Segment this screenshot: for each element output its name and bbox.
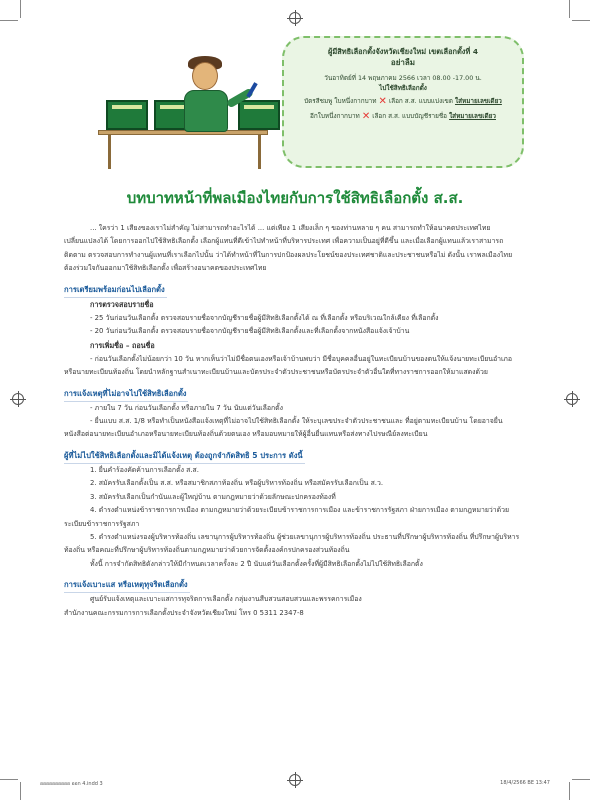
list-item: 1. ยื่นคำร้องคัดค้านการเลือกตั้ง ส.ส.	[90, 465, 199, 474]
voting-illustration	[88, 52, 278, 170]
list-item: 4. ดำรงตำแหน่งข้าราชการการเมือง ตามกฎหมายว่าด้วยระเบียบข้าราชการการเมือง และข้าราชการรัฐสภา ฝ่ายการเมือง ตามกฎหมายว่าด้วยระเบียบข้าราชการรัฐสภา	[64, 506, 510, 528]
article-body	[64, 222, 522, 620]
notice-date: วันอาทิตย์ที่ 14 พฤษภาคม 2566 เวลา 08.00 -17.00 น.	[324, 73, 482, 82]
voting-booth-board	[106, 100, 148, 130]
footer-timestamp: 18/4/2566 BE 13:47	[500, 780, 550, 786]
lose-rights-note: ทั้งนี้ การจำกัดสิทธิดังกล่าวให้มีกำหนดเวลาครั้งละ 2 ปี นับแต่วันเลือกตั้งครั้งที่ผู้มีสิทธิเลือกตั้งไม่ไปใช้สิทธิเลือกตั้ง	[90, 559, 423, 568]
section-heading-prepare: การเตรียมพร้อมก่อนไปเลือกตั้ง	[64, 284, 167, 298]
section-heading-notify: การแจ้งเหตุที่ไม่อาจไปใช้สิทธิเลือกตั้ง	[64, 388, 188, 402]
list-item: 2. สมัครรับเลือกตั้งเป็น ส.ส. หรือสมาชิกสภาท้องถิ่น หรือผู้บริหารท้องถิ่น หรือสมัครรับเลือกเป็น ส.ว.	[90, 479, 384, 488]
list-item: - ภายใน 7 วัน ก่อนวันเลือกตั้ง หรือภายใน 7 วัน นับแต่วันเลือกตั้ง	[90, 403, 284, 412]
ballot2-type: เลือก ส.ส. แบบบัญชีรายชื่อ	[372, 112, 448, 121]
section-heading-lose-rights: ผู้ที่ไม่ไปใช้สิทธิเลือกตั้งและมิได้แจ้งเหตุ ต้องถูกจำกัดสิทธิ 5 ประการ ดังนี้	[64, 450, 305, 464]
list-item: - ยื่นแบบ ส.ส. 1/8 หรือทำเป็นหนังสือแจ้งเหตุที่ไม่อาจไปใช้สิทธิเลือกตั้ง ให้ระบุเลขประจำตัวประชาชนและ ที่อยู่ตามทะเบียนบ้าน โดยอาจยื่นหนังสือต่อนายทะเบียนอำเภอหรือนายทะเบียนท้องถิ่นด้วยตนเอง หรือมอบหมายให้ผู้อื่นยื่นแทนหรือส่งทางไปรษณีย์ลงทะเบียน	[64, 416, 503, 439]
report-text-1: ศูนย์รับแจ้งเหตุและเบาะแสการทุจริตการเลือกตั้ง กลุ่มงานสืบสวนสอบสวนและพรรคการเมือง	[90, 595, 362, 604]
ballot1-number-note: ใส่หมายเลขเดียว	[454, 96, 502, 105]
ballot1-type: เลือก ส.ส. แบบแบ่งเขต	[388, 96, 453, 105]
section-heading-report: การแจ้งเบาะแส หรือเหตุทุจริตเลือกตั้ง	[64, 579, 190, 593]
crop-mark	[569, 782, 570, 800]
registration-mark-right	[566, 393, 578, 405]
crop-mark	[0, 779, 18, 780]
notice-ballot-2	[294, 109, 512, 125]
list-item: 5. ดำรงตำแหน่งรองผู้บริหารท้องถิ่น เลขานุการผู้บริหารท้องถิ่น ผู้ช่วยเลขานุการผู้บริหารท้องถิ่น ประธานที่ปรึกษาผู้บริหารท้องถิ่น ที่ปรึกษาผู้บริหารท้องถิ่น หรือคณะที่ปรึกษาผู้บริหารท้องถิ่นตามกฎหมายว่าด้วยการจัดตั้งองค์กรปกครองส่วนท้องถิ่น	[64, 533, 520, 555]
voter-head	[192, 62, 218, 90]
cross-icon: ✕	[378, 95, 387, 107]
list-item: - 25 วันก่อนวันเลือกตั้ง ตรวจสอบรายชื่อจากบัญชีรายชื่อผู้มีสิทธิเลือกตั้งได้ ณ ที่เลือกตั้ง หรือบริเวณใกล้เคียง ที่เลือกตั้ง	[90, 313, 439, 322]
crop-mark	[572, 779, 590, 780]
election-notice-box	[282, 36, 524, 168]
crop-mark	[0, 20, 18, 21]
crop-mark	[569, 0, 570, 18]
crop-mark	[572, 20, 590, 21]
list-item: 3. สมัครรับเลือกเป็นกำนันและผู้ใหญ่บ้าน ตามกฎหมายว่าด้วยลักษณะปกครองท้องที่	[90, 492, 336, 501]
ballot1-text: บัตรสีชมพู ใบหนึ่งกากบาท	[304, 96, 377, 105]
list-item: - 20 วันก่อนวันเลือกตั้ง ตรวจสอบรายชื่อจากบัญชีรายชื่อผู้มีสิทธิเลือกตั้งและที่เลือกตั้งจากหนังสือแจ้งเจ้าบ้าน	[90, 327, 410, 336]
notice-action: ไปใช้สิทธิเลือกตั้ง	[379, 83, 427, 92]
add-remove-paragraph: - ก่อนวันเลือกตั้งไม่น้อยกว่า 10 วัน หากเห็นว่าไม่มีชื่อตนเองหรือเจ้าบ้านพบว่า มีชื่อบุคคลอื่นอยู่ในทะเบียนบ้านของตนให้แจ้งนายทะเบียนอำเภอหรือนายทะเบียนท้องถิ่น โดยนำหลักฐานสำเนาทะเบียนบ้านและบัตรประจำตัวประชาชนหรือบัตรประจำตัวอื่นใดที่ทางราชการออกให้มาแสดงด้วย	[64, 354, 512, 377]
voting-table	[98, 130, 268, 135]
voter-body	[184, 90, 228, 132]
report-text-2: สำนักงานคณะกรรมการการเลือกตั้งประจำจังหวัดเชียงใหม่ โทร 0 5311 2347-8	[64, 608, 304, 617]
crop-mark	[20, 0, 21, 18]
notice-ballot-1	[294, 94, 512, 110]
footer-filename: ออออออออออ ออก 4.indd 3	[40, 781, 103, 787]
ballot2-text: อีกใบหนึ่งกากบาท	[310, 112, 360, 121]
notice-subtitle: อย่าลืม	[390, 58, 416, 68]
ballot2-number-note: ใส่หมายเลขเดียว	[449, 112, 496, 121]
notice-title: ผู้มีสิทธิเลือกตั้งจังหวัดเชียงใหม่ เขตเลือกตั้งที่ 4	[328, 47, 478, 56]
subheading-check-names: การตรวจสอบรายชื่อ	[90, 299, 154, 309]
subheading-add-remove: การเพิ่มชื่อ – ถอนชื่อ	[90, 340, 155, 350]
registration-mark-left	[12, 393, 24, 405]
crop-mark	[20, 782, 21, 800]
print-footer	[30, 780, 560, 790]
page-title: บทบาทหน้าที่พลเมืองไทยกับการใช้สิทธิเลือกตั้ง ส.ส.	[126, 189, 464, 207]
voting-booth-board	[238, 100, 280, 130]
cross-icon: ✕	[361, 111, 371, 123]
intro-paragraph: ... ใครว่า 1 เสียงของเราไม่สำคัญ ไม่สามารถทำอะไรได้ ... แต่เพียง 1 เสียงเล็ก ๆ ของท่านหลาย ๆ คน สามารถทำให้อนาคตประเทศไทยเปลี่ยนแปลงได้ โดยการออกไปใช้สิทธิเลือกตั้ง เลือกผู้แทนที่ดีเข้าไปทำหน้าที่บริหารประเทศ เพื่อความเป็นอยู่ที่ดีขึ้น และเมื่อเลือกผู้แทนแล้วเราสามารถติดตาม ตรวจสอบการทำงานผู้แทนที่เราเลือกไปนั้น ว่าได้ทำหน้าที่ในการปกป้องผลประโยชน์ของประเทศชาติและประชาชนหรือไม่ ดังนั้น เราพลเมืองไทยต้องร่วมใจกันออกมาใช้สิทธิเลือกตั้ง เพื่อสร้างอนาคตของประเทศไทย	[64, 224, 513, 273]
registration-mark-top	[289, 12, 301, 24]
